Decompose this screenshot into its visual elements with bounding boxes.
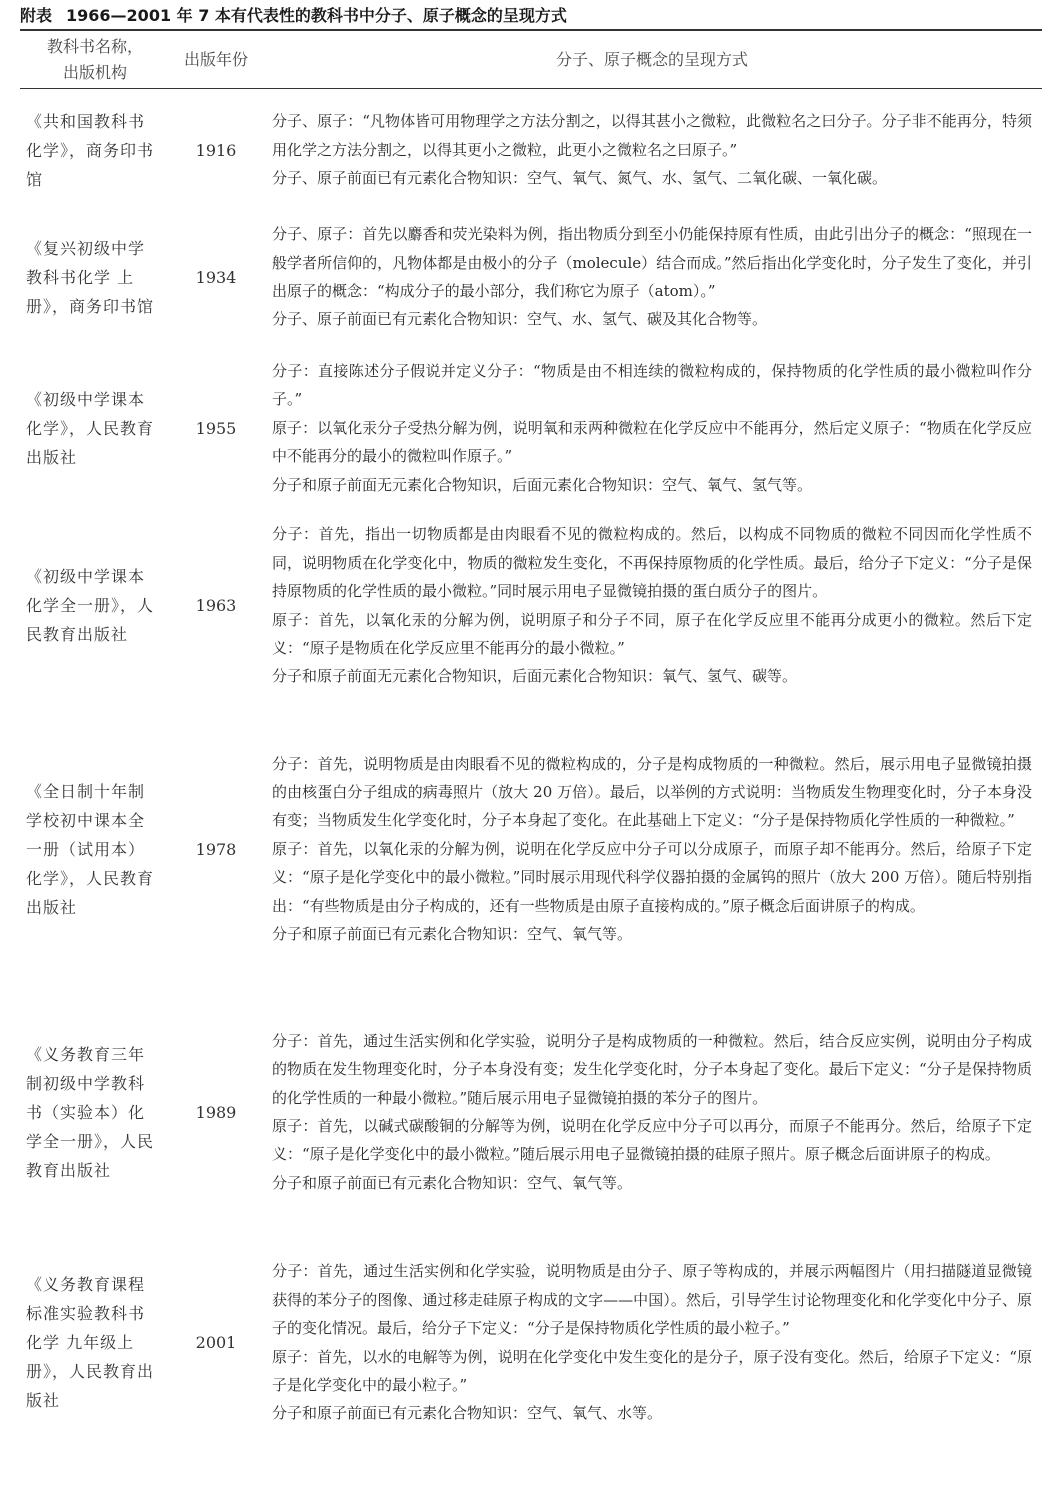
table-row [20, 1240, 1042, 1445]
presentation-cell [272, 508, 1032, 703]
presentation-paragraph: 分子、原子前面已有元素化合物知识：空气、水、氢气、碳及其化合物等。 [272, 310, 768, 329]
presentation-paragraph: 分子和原子前面已有元素化合物知识：空气、氧气等。 [272, 925, 633, 944]
publish-year-cell: 2001 [195, 1333, 237, 1352]
table-row [20, 993, 1042, 1231]
table-row [20, 710, 1042, 988]
presentation-paragraph: 分子和原子前面已有元素化合物知识：空气、氧气等。 [272, 1173, 633, 1192]
textbook-name-cell: 《初级中学课本化学》，人民教育出版社 [26, 389, 155, 467]
presentation-paragraph: 分子和原子前面无元素化合物知识，后面元素化合物知识：空气、氧气、氢气等。 [272, 475, 813, 494]
presentation-paragraph: 分子：首先，通过生活实例和化学实验，说明分子是构成物质的一种微粒。然后，结合反应实例，说明由分子构成的物质在发生物理变化时，分子本身没有变；发生化学变化时，分子本身起了变化。最后下定义：“分子是保持物质的化学性质的一种最小微粒。”随后展示用电子显微镜拍摄的苯分子的图片。 [272, 1031, 1032, 1107]
presentation-cell [272, 993, 1032, 1231]
table-caption-label: 附表 [20, 6, 53, 25]
presentation-paragraph: 原子：首先，以水的电解等为例，说明在化学变化中发生变化的是分子，原子没有变化。然后，给原子下定义：“原子是化学变化中的最小粒子。” [272, 1347, 1032, 1394]
textbook-name-cell: 《义务教育课程标准实验教科书 化学 九年级上册》，人民教育出版社 [26, 1275, 155, 1410]
table-caption-title: 1966—2001 年 7 本有代表性的教科书中分子、原子概念的呈现方式 [66, 6, 567, 25]
presentation-paragraph: 原子：首先，以氧化汞的分解为例，说明原子和分子不同，原子在化学反应里不能再分成更小的微粒。然后下定义：“原子是物质在化学反应里不能再分的最小微粒。” [272, 610, 1032, 657]
header-publish-year: 出版年份 [183, 50, 248, 69]
presentation-cell [272, 355, 1032, 501]
table-row [20, 355, 1042, 501]
publish-year-cell: 1916 [195, 140, 237, 160]
presentation-paragraph: 分子和原子前面已有元素化合物知识：空气、氧气、水等。 [272, 1404, 663, 1423]
textbook-name-cell: 《初级中学课本化学全一册》，人民教育出版社 [26, 567, 155, 644]
presentation-cell [272, 100, 1032, 200]
presentation-paragraph: 原子：首先，以碱式碳酸铜的分解等为例，说明在化学反应中分子可以再分，而原子不能再分。然后，给原子下定义：“原子是化学变化中的最小微粒。”随后展示用电子显微镜拍摄的硅原子照片。原子概念后面讲原子的构成。 [272, 1117, 1032, 1164]
header-textbook-name: 教科书名称，出版机构 [46, 37, 143, 82]
textbook-name-cell: 《全日制十年制学校初中课本全一册（试用本）化学》，人民教育出版社 [26, 781, 155, 917]
presentation-paragraph: 分子和原子前面无元素化合物知识，后面元素化合物知识：氧气、氢气、碳等。 [272, 667, 798, 686]
textbook-name-cell: 《复兴初级中学教科书化学 上册》，商务印书馆 [26, 238, 155, 316]
presentation-paragraph: 分子：直接陈述分子假说并定义分子：“物质是由不相连续的微粒构成的，保持物质的化学性质的最小微粒叫作分子。” [272, 361, 1032, 409]
presentation-cell [272, 710, 1032, 988]
presentation-cell [272, 1240, 1032, 1445]
publish-year-cell: 1978 [195, 839, 237, 859]
presentation-paragraph: 分子、原子：首先以麝香和荧光染料为例，指出物质分到至小仍能保持原有性质，由此引出分子的概念：“照现在一般学者所信仰的，凡物体都是由极小的分子（molecule）结合而成。”然后指出化学变化时，分子发生了变化，并引出原子的概念：“构成分子的最小部分，我们称它为原子（atom）。” [272, 225, 1032, 300]
table-row [20, 508, 1042, 703]
presentation-paragraph: 分子、原子前面已有元素化合物知识：空气、氧气、氮气、水、氢气、二氧化碳、一氧化碳。 [272, 169, 888, 188]
presentation-paragraph: 原子：以氧化汞分子受热分解为例，说明氧和汞两种微粒在化学反应中不能再分，然后定义原子：“物质在化学反应中不能再分的最小的微粒叫作原子。” [272, 418, 1032, 466]
textbook-name-cell: 《义务教育三年制初级中学教科书（实验本）化学全一册》，人民教育出版社 [26, 1044, 155, 1180]
publish-year-cell: 1934 [195, 267, 237, 287]
presentation-cell [272, 206, 1032, 348]
presentation-paragraph: 分子：首先，通过生活实例和化学实验，说明物质是由分子、原子等构成的，并展示两幅图片（用扫描隧道显微镜获得的苯分子的图像、通过移走硅原子构成的文字——中国）。然后，引导学生讨论物理变化和化学变化中分子、原子的变化情况。最后，给分子下定义：“分子是保持物质化学性质的最小粒子。” [272, 1262, 1032, 1338]
textbook-name-cell: 《共和国教科书化学》，商务印书馆 [26, 111, 155, 189]
publish-year-cell: 1955 [195, 418, 237, 438]
table-top-rule [20, 29, 1042, 31]
table-row [20, 206, 1042, 348]
presentation-paragraph: 分子、原子：“凡物体皆可用物理学之方法分割之，以得其甚小之微粒，此微粒名之曰分子。分子非不能再分，特须用化学之方法分割之，以得其更小之微粒，此更小之微粒名之曰原子。” [272, 112, 1032, 159]
presentation-paragraph: 分子：首先，说明物质是由肉眼看不见的微粒构成的，分子是构成物质的一种微粒。然后，展示用电子显微镜拍摄的由核蛋白分子组成的病毒照片（放大 20 万倍）。最后，以举例的方式说明：当物质发生物理变化时，分子本身没有变；当物质发生化学变化时，分子本身起了变化。在此基础上下定义：“分子是保持物质化学性质的一种微粒。” [272, 754, 1032, 830]
header-presentation: 分子、原子概念的呈现方式 [555, 50, 748, 69]
publish-year-cell: 1989 [195, 1102, 237, 1122]
presentation-paragraph: 原子：首先，以氧化汞的分解为例，说明在化学反应中分子可以分成原子，而原子却不能再分。然后，给原子下定义：“原子是化学变化中的最小微粒。”同时展示用现代科学仪器拍摄的金属钨的照片（放大 200 万倍）。随后特别指出：“有些物质是由分子构成的，还有一些物质是由原子直接构成的。”原子概念后面讲原子的构成。 [272, 839, 1032, 915]
presentation-paragraph: 分子：首先，指出一切物质都是由肉眼看不见的微粒构成的。然后，以构成不同物质的微粒不同因而化学性质不同，说明物质在化学变化中，物质的微粒发生变化，不再保持原物质的化学性质。最后，给分子下定义：“分子是保持原物质的化学性质的最小微粒。”同时展示用电子显微镜拍摄的蛋白质分子的图片。 [272, 525, 1032, 601]
publish-year-cell: 1963 [195, 596, 237, 615]
table-row [20, 100, 1042, 200]
table-caption [20, 4, 567, 28]
table-header-rule [20, 88, 1042, 89]
